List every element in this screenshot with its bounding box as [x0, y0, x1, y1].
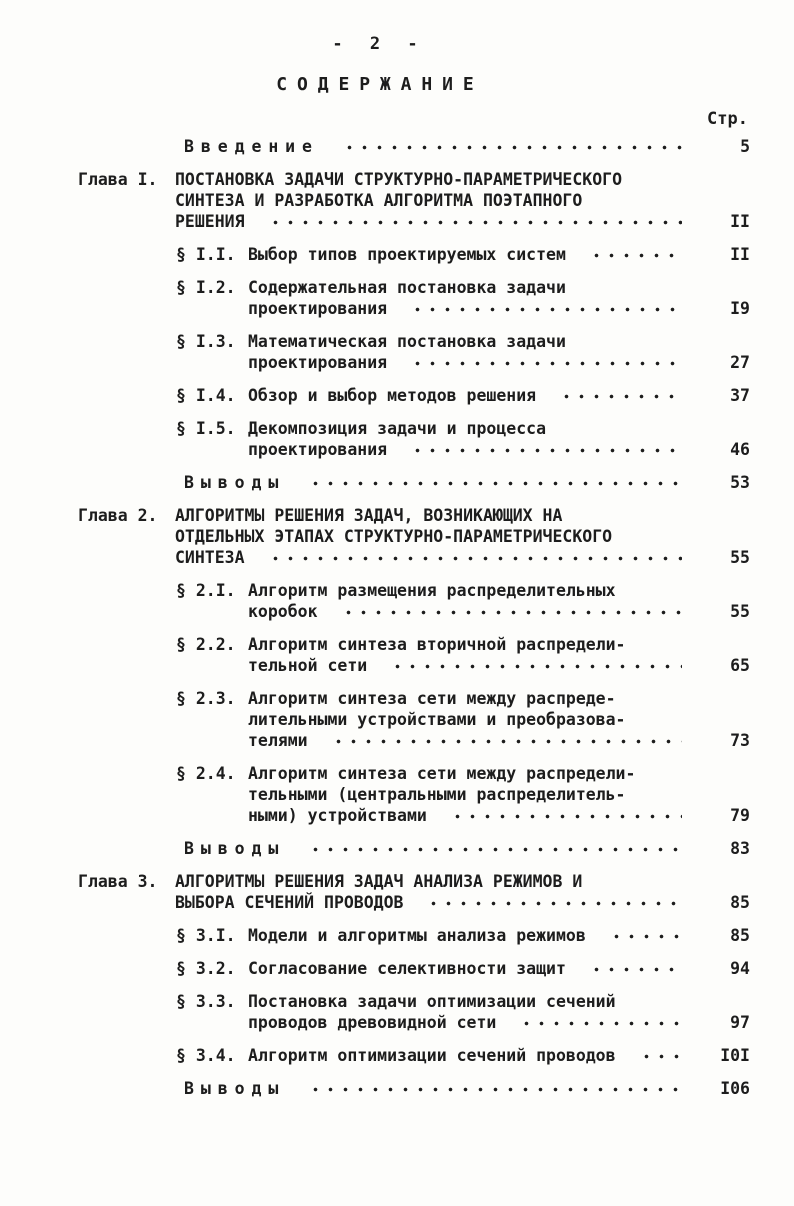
toc-entry-page: 5: [740, 137, 750, 156]
dot-leader: [449, 805, 682, 826]
toc-entry-page: 27: [730, 353, 750, 372]
dot-leader: [330, 730, 682, 751]
toc-entry-text: Выводы: [184, 1079, 286, 1098]
toc-entry-text: Алгоритм синтеза сети между распреде-: [248, 689, 616, 708]
toc-entry-label: Глава I.: [78, 170, 158, 189]
toc-entry: [0, 634, 750, 676]
toc-entry-label: § 3.3.: [176, 992, 236, 1011]
toc-entry-text: проводов древовидной сети: [248, 1013, 497, 1032]
page-column-header: Стр.: [707, 109, 748, 129]
page-number-header: - 2 -: [332, 34, 427, 54]
toc-entry-text-block: [248, 244, 692, 265]
toc-entry: [0, 580, 750, 622]
toc-entry-label: § 3.2.: [176, 959, 236, 978]
toc-entry-text-block: [248, 688, 692, 751]
dot-leader: [425, 892, 682, 913]
toc-entry-page: 55: [730, 602, 750, 621]
toc-entry: [0, 688, 750, 751]
toc-entry-text: Обзор и выбор методов решения: [248, 386, 537, 405]
toc-entry-page: 83: [730, 839, 750, 858]
toc-entry: [0, 925, 750, 946]
toc-entry-label: § 2.4.: [176, 764, 236, 783]
toc-entry: [0, 331, 750, 373]
toc-entry-label: Глава 3.: [78, 872, 158, 891]
toc-entry: [0, 277, 750, 319]
toc-entry-text: Выводы: [184, 473, 286, 492]
toc-entry-text-block: [184, 136, 692, 157]
toc-entry-text-block: [184, 1078, 692, 1099]
toc-entry-text-block: [248, 385, 692, 406]
toc-entry-text-block: [175, 169, 692, 232]
toc-entry-text: ОТДЕЛЬНЫХ ЭТАПАХ СТРУКТУРНО-ПАРАМЕТРИЧЕСКОГО: [175, 527, 613, 546]
toc-entry: [0, 505, 750, 568]
dot-leader: [307, 472, 682, 493]
toc-entry-text: Модели и алгоритмы анализа режимов: [248, 926, 586, 945]
toc-entry-page: 94: [730, 959, 750, 978]
toc-entry-page: I0I: [720, 1046, 750, 1065]
toc-entry: [0, 991, 750, 1033]
toc-entry-text-block: [248, 763, 692, 826]
toc-entry-text: Алгоритм синтеза вторичной распредели-: [248, 635, 626, 654]
toc-entry-text-block: [248, 634, 692, 676]
toc-entry-page: 85: [730, 926, 750, 945]
toc-entry-text-block: [248, 925, 692, 946]
dot-leader: [341, 136, 682, 157]
toc-entry-text: Выбор типов проектируемых систем: [248, 245, 566, 264]
dot-leader: [389, 655, 682, 676]
toc-entry-text: Постановка задачи оптимизации сечений: [248, 992, 616, 1011]
toc-entry: [0, 244, 750, 265]
toc-entry-text: тельной сети: [248, 656, 368, 675]
toc-entry-label: Глава 2.: [78, 506, 158, 525]
dot-leader: [307, 838, 682, 859]
toc-entry-text: Выводы: [184, 839, 286, 858]
toc-entry-label: § I.3.: [176, 332, 236, 351]
toc-entry-text: Алгоритм синтеза сети между распредели-: [248, 764, 636, 783]
toc-entry-label: § 3.I.: [176, 926, 236, 945]
toc-entry-label: § I.I.: [176, 245, 236, 264]
toc-entry-text: коробок: [248, 602, 318, 621]
toc-entry-label: § I.5.: [176, 419, 236, 438]
dot-leader: [588, 958, 682, 979]
toc-entry-text: РЕШЕНИЯ: [175, 212, 245, 231]
toc-entry-text-block: [248, 418, 692, 460]
dot-leader: [409, 439, 682, 460]
toc-entry: [0, 1045, 750, 1066]
toc-entry-text: Декомпозиция задачи и процесса: [248, 419, 547, 438]
toc-entry-page: II: [730, 245, 750, 264]
toc-entry-text: АЛГОРИТМЫ РЕШЕНИЯ ЗАДАЧ, ВОЗНИКАЮЩИХ НА: [175, 506, 563, 525]
toc-entry-text-block: [248, 1045, 692, 1066]
toc-entry: [0, 763, 750, 826]
toc-entry-page: 85: [730, 893, 750, 912]
toc-entry-text: Алгоритм размещения распределительных: [248, 581, 616, 600]
toc-entry-text: Алгоритм оптимизации сечений проводов: [248, 1046, 616, 1065]
dot-leader: [409, 298, 682, 319]
toc-entry-label: § I.2.: [176, 278, 236, 297]
toc-entry-label: § 2.I.: [176, 581, 236, 600]
toc-entry-text: Введение: [184, 137, 319, 156]
toc-entry-text-block: [184, 472, 692, 493]
dot-leader: [267, 211, 682, 232]
toc-entry-page: 79: [730, 806, 750, 825]
toc-entry-text: АЛГОРИТМЫ РЕШЕНИЯ ЗАДАЧ АНАЛИЗА РЕЖИМОВ И: [175, 872, 583, 891]
toc-entry-page: I06: [720, 1079, 750, 1098]
dot-leader: [638, 1045, 682, 1066]
toc-entry: [0, 1078, 750, 1099]
toc-entry: [0, 871, 750, 913]
toc-entry-label: § I.4.: [176, 386, 236, 405]
toc-entry: [0, 472, 750, 493]
toc-entry-text-block: [248, 331, 692, 373]
toc-entry-page: 37: [730, 386, 750, 405]
toc-entry-text: Математическая постановка задачи: [248, 332, 566, 351]
toc-entry: [0, 136, 750, 157]
toc-entry: [0, 169, 750, 232]
toc-entry-text: лительными устройствами и преобразова-: [248, 710, 626, 729]
toc-entry-page: 65: [730, 656, 750, 675]
toc-entry-text-block: [248, 277, 692, 319]
dot-leader: [340, 601, 682, 622]
dot-leader: [518, 1012, 682, 1033]
toc-entry-page: 53: [730, 473, 750, 492]
dot-leader: [409, 352, 682, 373]
toc-entry-text: СИНТЕЗА: [175, 548, 245, 567]
toc-entry: [0, 838, 750, 859]
toc-entry-text: проектирования: [248, 440, 388, 459]
toc-entry: [0, 958, 750, 979]
toc-entry-text: ными) устройствами: [248, 806, 427, 825]
toc-entry-text-block: [248, 580, 692, 622]
toc-entry-text: проектирования: [248, 353, 388, 372]
toc-entry-page: 55: [730, 548, 750, 567]
toc-entry-text-block: [184, 838, 692, 859]
toc-entry-text: ПОСТАНОВКА ЗАДАЧИ СТРУКТУРНО-ПАРАМЕТРИЧЕСКОГО: [175, 170, 623, 189]
toc-entry-page: II: [730, 212, 750, 231]
toc-entry: [0, 418, 750, 460]
toc-entry-page: 97: [730, 1013, 750, 1032]
toc-entry-text: тельными (центральными распределитель-: [248, 785, 626, 804]
toc-entry-text-block: [248, 991, 692, 1033]
toc-entry-label: § 2.3.: [176, 689, 236, 708]
toc-entry: [0, 385, 750, 406]
toc-entry-text: Содержательная постановка задачи: [248, 278, 566, 297]
toc-entry-text-block: [248, 958, 692, 979]
dot-leader: [588, 244, 682, 265]
toc-entry-text: СИНТЕЗА И РАЗРАБОТКА АЛГОРИТМА ПОЭТАПНОГО: [175, 191, 583, 210]
toc-entry-label: § 3.4.: [176, 1046, 236, 1065]
toc-entry-label: § 2.2.: [176, 635, 236, 654]
page-title: СОДЕРЖАНИЕ: [276, 74, 484, 95]
toc-entry-page: I9: [730, 299, 750, 318]
toc-entry-text-block: [175, 871, 692, 913]
toc-entry-text: Согласование селективности защит: [248, 959, 566, 978]
toc-entry-text: ВЫБОРА СЕЧЕНИЙ ПРОВОДОВ: [175, 893, 404, 912]
dot-leader: [267, 547, 682, 568]
toc-entry-text-block: [175, 505, 692, 568]
dot-leader: [558, 385, 682, 406]
toc-entry-text: телями: [248, 731, 308, 750]
toc-list: [0, 136, 750, 1099]
toc-entry-page: 46: [730, 440, 750, 459]
toc-entry-text: проектирования: [248, 299, 388, 318]
dot-leader: [307, 1078, 682, 1099]
toc-entry-page: 73: [730, 731, 750, 750]
dot-leader: [608, 925, 682, 946]
